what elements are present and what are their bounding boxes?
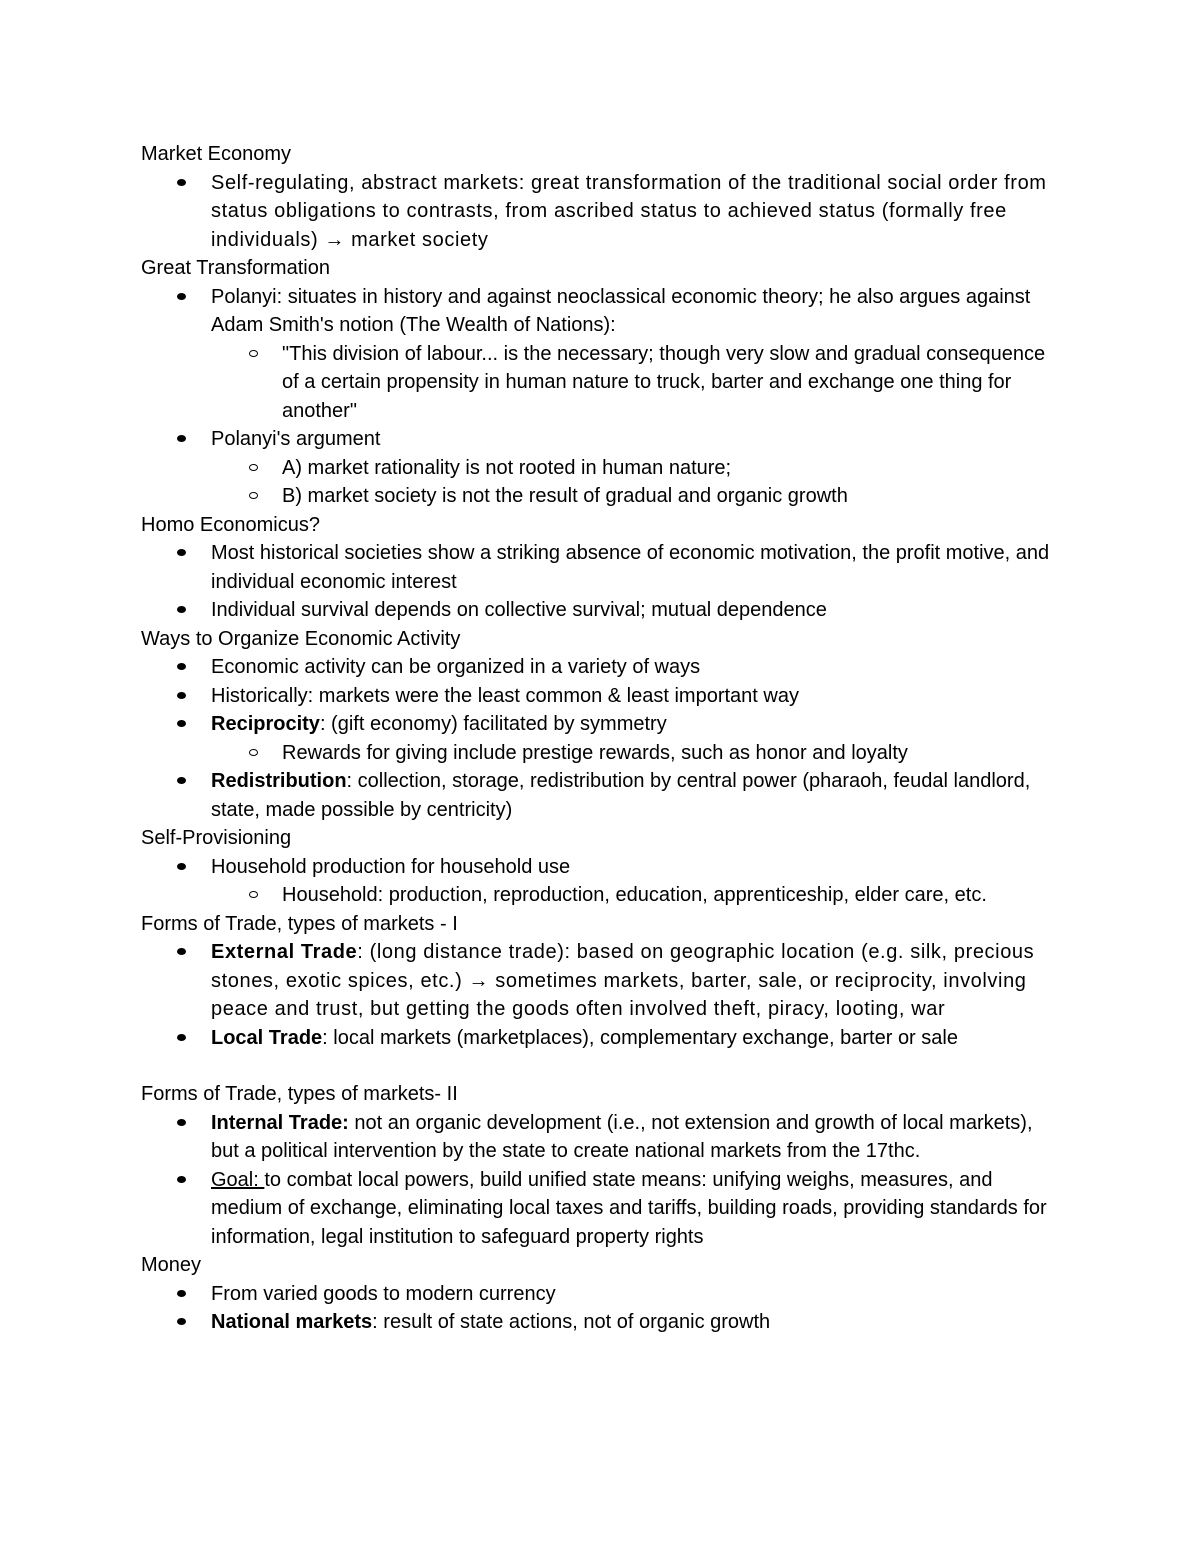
sub-bullet-list <box>141 739 1061 768</box>
sub-bullet-list <box>141 881 1061 910</box>
bullet-icon <box>177 606 186 613</box>
bullet-list <box>141 539 1061 625</box>
sub-item-text: A) market rationality is not rooted in human nature; <box>282 456 732 479</box>
item-text: to combat local powers, build unified state means: unifying weighs, measures, and medium of exchange, eliminating local taxes and tariffs, building roads, providing standards for information, legal institution to safeguard property rights <box>211 1168 1047 1248</box>
item-text: : (long distance trade): based on geographic location (e.g. silk, precious stones, exotic spices, etc.) → sometimes markets, barter, sale, or reciprocity, involving peace and trust, but getting the goods often involved theft, piracy, looting, war <box>211 941 1035 1020</box>
list-item <box>141 682 1061 711</box>
bullet-icon <box>177 549 186 556</box>
bullet-icon <box>177 720 186 727</box>
sub-bullet-list <box>141 454 1061 511</box>
section-heading: Self-Provisioning <box>141 827 292 849</box>
sub-list-item <box>141 739 1061 768</box>
list-item <box>141 1024 1061 1053</box>
list-item <box>141 283 1061 340</box>
sub-list-item <box>141 881 1061 910</box>
list-item <box>141 539 1061 596</box>
list-item <box>141 1166 1061 1252</box>
bullet-icon <box>177 663 186 670</box>
sub-item-text: B) market society is not the result of gradual and organic growth <box>282 485 848 507</box>
bullet-icon <box>177 692 186 699</box>
item-text: : local markets (marketplaces), complementary exchange, barter or sale <box>322 1026 958 1049</box>
section-heading: Money <box>141 1254 202 1276</box>
hollow-bullet-icon <box>249 749 258 756</box>
bold-term: Local Trade <box>211 1026 323 1049</box>
section-heading: Ways to Organize Economic Activity <box>141 627 461 650</box>
hollow-bullet-icon <box>249 350 258 357</box>
sub-item-text: "This division of labour... is the necessary; though very slow and gradual consequence of a certain propensity in human nature to truck, barter and exchange one thing for another" <box>282 342 1046 422</box>
sub-list-item <box>141 482 1061 511</box>
list-item <box>141 938 1061 1024</box>
bullet-list <box>141 653 1061 824</box>
bullet-list <box>141 1109 1061 1252</box>
bullet-icon <box>177 1318 186 1325</box>
hollow-bullet-icon <box>249 464 258 471</box>
item-text: Self-regulating, abstract markets: great transformation of the traditional social order from status obligations to contrasts, from ascribed status to achieved status (formally free individuals) → market society <box>211 171 1047 251</box>
bullet-icon <box>177 777 186 784</box>
list-item <box>141 653 1061 682</box>
section-heading: Forms of Trade, types of markets - I <box>141 912 458 935</box>
bullet-list <box>141 938 1061 1052</box>
list-item <box>141 169 1061 255</box>
sub-item-text: Rewards for giving include prestige rewards, such as honor and loyalty <box>282 741 908 764</box>
list-item <box>141 596 1061 625</box>
bold-term: Redistribution <box>211 770 347 792</box>
item-text: Household production for household use <box>211 855 571 878</box>
bullet-list <box>141 283 1061 511</box>
item-text: Most historical societies show a striking absence of economic motivation, the profit motive, and individual economic interest <box>211 542 1050 593</box>
bullet-icon <box>177 1034 186 1041</box>
list-item <box>141 1308 1061 1337</box>
bullet-list <box>141 169 1061 255</box>
item-text: Polanyi: situates in history and against neoclassical economic theory; he also argues against Adam Smith's notion (The Wealth of Nations): <box>211 285 1031 336</box>
bullet-icon <box>177 435 186 442</box>
sub-list-item <box>141 340 1061 426</box>
bullet-icon <box>177 1290 186 1297</box>
list-item <box>141 425 1061 454</box>
hollow-bullet-icon <box>249 492 258 499</box>
bold-term: National markets <box>211 1311 373 1333</box>
list-item <box>141 767 1061 824</box>
list-item <box>141 710 1061 739</box>
document-body <box>141 140 1061 1337</box>
list-item <box>141 1280 1061 1309</box>
bold-term: Reciprocity <box>211 713 320 735</box>
item-text: Individual survival depends on collective survival; mutual dependence <box>211 599 827 621</box>
hollow-bullet-icon <box>249 891 258 898</box>
sub-list-item <box>141 454 1061 483</box>
section-heading: Forms of Trade, types of markets- II <box>141 1083 458 1105</box>
item-text: not an organic development (i.e., not extension and growth of local markets), but a political intervention by the state to create national markets from the 17thc. <box>211 1111 1033 1162</box>
sub-bullet-list <box>141 340 1061 426</box>
bullet-icon <box>177 948 186 955</box>
sub-item-text: Household: production, reproduction, education, apprenticeship, elder care, etc. <box>282 884 987 906</box>
item-text: Polanyi's argument <box>211 428 381 450</box>
item-text: From varied goods to modern currency <box>211 1282 556 1305</box>
bold-term: Internal Trade: <box>211 1111 349 1134</box>
list-item <box>141 1109 1061 1166</box>
bullet-list <box>141 1280 1061 1337</box>
section-heading: Homo Economicus? <box>141 513 320 536</box>
item-text: Historically: markets were the least common & least important way <box>211 684 799 707</box>
bullet-icon <box>177 863 186 870</box>
bullet-icon <box>177 1176 186 1183</box>
bold-term: External Trade <box>211 941 358 963</box>
underlined-term: Goal: <box>211 1168 265 1191</box>
section-heading: Market Economy <box>141 143 292 165</box>
bullet-icon <box>177 1119 186 1126</box>
item-text: Economic activity can be organized in a variety of ways <box>211 656 701 678</box>
bullet-icon <box>177 293 186 300</box>
item-text: : collection, storage, redistribution by central power (pharaoh, feudal landlord, state, made possible by centricity) <box>211 770 1031 821</box>
bullet-icon <box>177 179 186 186</box>
item-text: : (gift economy) facilitated by symmetry <box>319 713 667 735</box>
list-item <box>141 853 1061 882</box>
bullet-list <box>141 853 1061 910</box>
section-heading: Great Transformation <box>141 257 330 279</box>
item-text: : result of state actions, not of organic growth <box>372 1311 771 1333</box>
